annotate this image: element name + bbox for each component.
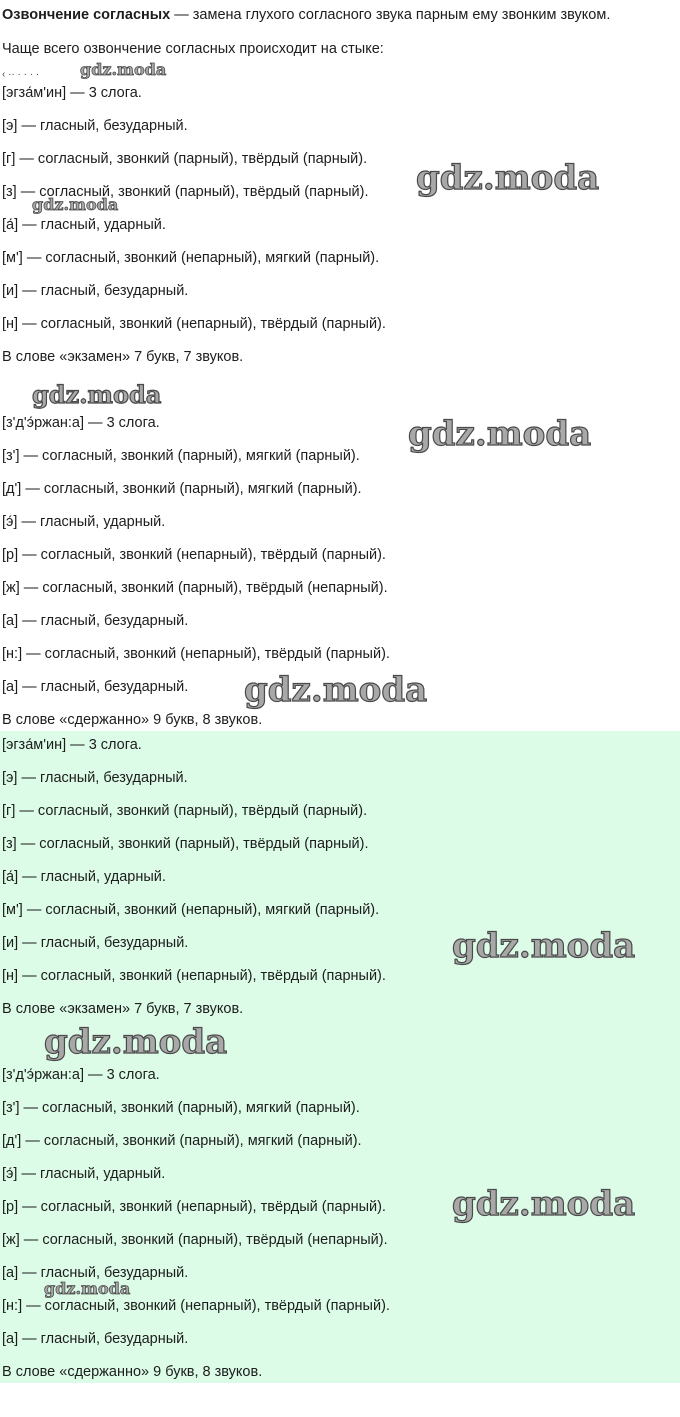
- sound-line: [р] — согласный, звонкий (непарный), твёрдый (парный).: [2, 547, 386, 563]
- watermark: gdz.moda: [44, 1279, 131, 1298]
- sound-line: [н:] — согласный, звонкий (непарный), твёрдый (парный).: [2, 1298, 390, 1314]
- watermark: gdz.moda: [452, 1184, 636, 1224]
- watermark: gdz.moda: [80, 60, 167, 79]
- sound-line: [а] — гласный, безударный.: [2, 613, 189, 629]
- sound-line: [а] — гласный, безударный.: [2, 1265, 189, 1281]
- watermark: gdz.moda: [452, 926, 636, 966]
- summary-line: В слове «экзамен» 7 букв, 7 звуков.: [2, 1001, 244, 1017]
- term: Озвончение согласных: [2, 7, 171, 23]
- sound-line: [д'] — согласный, звонкий (парный), мягкий (парный).: [2, 1133, 362, 1149]
- sound-line: [р] — согласный, звонкий (непарный), твёрдый (парный).: [2, 1199, 386, 1215]
- definition-line: [2, 6, 610, 24]
- summary-line: В слове «сдержанно» 9 букв, 8 звуков.: [2, 1364, 263, 1380]
- watermark: gdz.moda: [416, 158, 600, 198]
- watermark: gdz.moda: [32, 380, 162, 409]
- sound-line: [м'] — согласный, звонкий (непарный), мягкий (парный).: [2, 250, 380, 266]
- sound-line: [и] — гласный, безударный.: [2, 283, 189, 299]
- sound-line: [и] — гласный, безударный.: [2, 935, 189, 951]
- sound-line: [з] — согласный, звонкий (парный), твёрдый (парный).: [2, 836, 369, 852]
- cut-off-line: ‹ ·· · · · ·: [2, 69, 40, 80]
- sound-line: [м'] — согласный, звонкий (непарный), мягкий (парный).: [2, 902, 380, 918]
- transcription-line: [з'д'э́ржан:а] — 3 слога.: [2, 1067, 160, 1083]
- watermark: gdz.moda: [32, 195, 119, 214]
- sound-line: [н] — согласный, звонкий (непарный), твёрдый (парный).: [2, 968, 386, 984]
- sound-line: [д'] — согласный, звонкий (парный), мягкий (парный).: [2, 481, 362, 497]
- sound-line: [а́] — гласный, ударный.: [2, 869, 166, 885]
- sound-line: [э] — гласный, безударный.: [2, 118, 188, 134]
- sound-line: [з'] — согласный, звонкий (парный), мягкий (парный).: [2, 1100, 360, 1116]
- transcription-line: [эгза́м'ин] — 3 слога.: [2, 85, 142, 101]
- where-text: Чаще всего озвончение согласных происходит на стыке:: [2, 41, 384, 57]
- sound-line: [г] — согласный, звонкий (парный), твёрдый (парный).: [2, 803, 368, 819]
- transcription-line: [эгза́м'ин] — 3 слога.: [2, 737, 142, 753]
- sound-line: [н] — согласный, звонкий (непарный), твёрдый (парный).: [2, 316, 386, 332]
- definition-text: — замена глухого согласного звука парным ему звонким звуком.: [170, 7, 611, 23]
- sound-line: [з] — согласный, звонкий (парный), твёрдый (парный).: [2, 184, 369, 200]
- sound-line: [а́] — гласный, ударный.: [2, 217, 166, 233]
- summary-line: В слове «сдержанно» 9 букв, 8 звуков.: [2, 712, 263, 728]
- sound-line: [а] — гласный, безударный.: [2, 1331, 189, 1347]
- summary-line: В слове «экзамен» 7 букв, 7 звуков.: [2, 349, 244, 365]
- sound-line: [э́] — гласный, ударный.: [2, 514, 166, 530]
- watermark: gdz.moda: [408, 414, 592, 454]
- sound-line: [г] — согласный, звонкий (парный), твёрдый (парный).: [2, 151, 368, 167]
- sound-line: [ж] — согласный, звонкий (парный), твёрдый (непарный).: [2, 580, 388, 596]
- transcription-line: [з'д'э́ржан:а] — 3 слога.: [2, 415, 160, 431]
- sound-line: [з'] — согласный, звонкий (парный), мягкий (парный).: [2, 448, 360, 464]
- sound-line: [ж] — согласный, звонкий (парный), твёрдый (непарный).: [2, 1232, 388, 1248]
- sound-line: [э́] — гласный, ударный.: [2, 1166, 166, 1182]
- watermark: gdz.moda: [244, 670, 428, 710]
- watermark: gdz.moda: [44, 1022, 228, 1062]
- sound-line: [н:] — согласный, звонкий (непарный), твёрдый (парный).: [2, 646, 390, 662]
- sound-line: [э] — гласный, безударный.: [2, 770, 188, 786]
- sound-line: [а] — гласный, безударный.: [2, 679, 189, 695]
